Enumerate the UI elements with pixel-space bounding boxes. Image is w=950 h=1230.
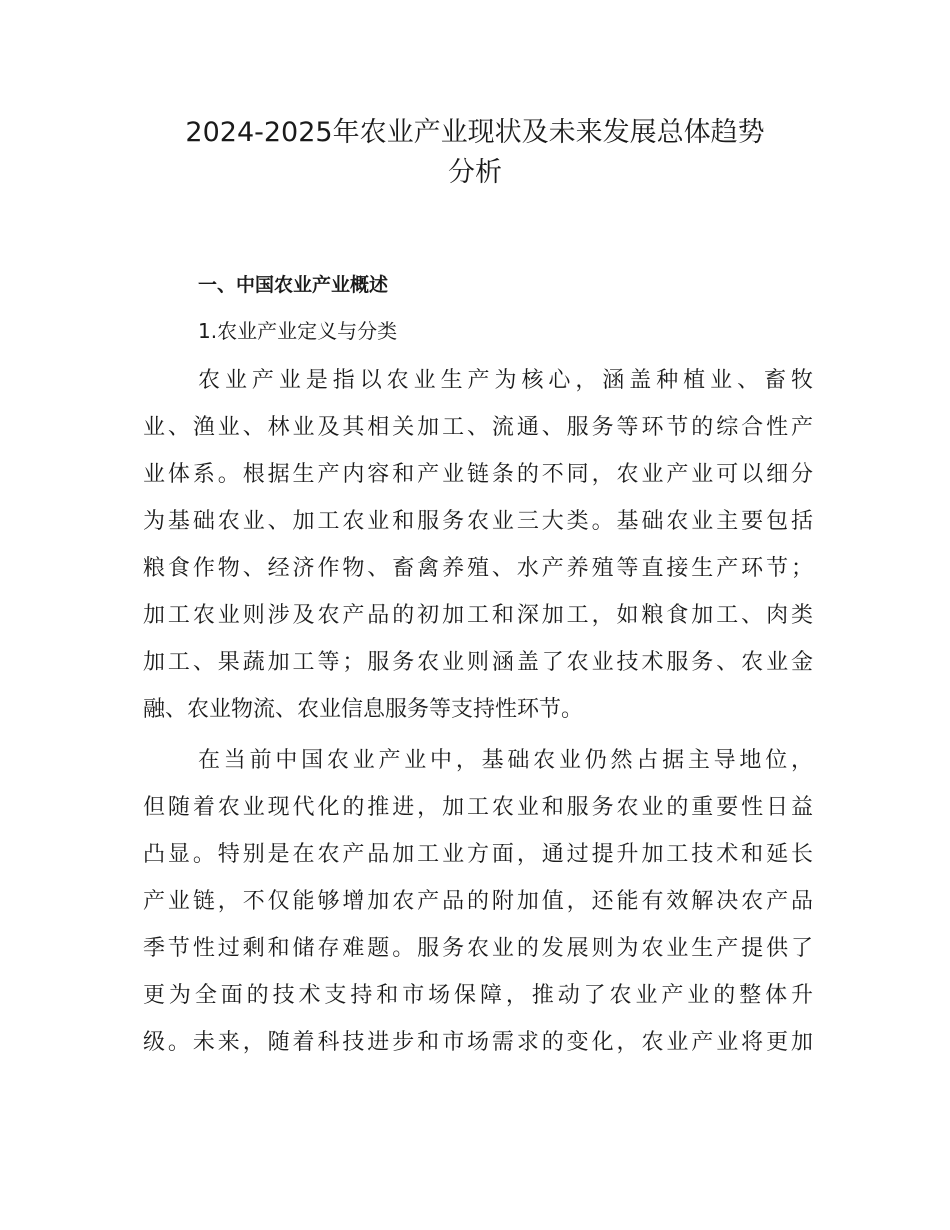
paragraph-2-line-1: 在当前中国农业产业中，基础农业仍然占据主导地位， [198,748,813,773]
paragraph-2-line-6: 更为全面的技术支持和市场保障，推动了农业产业的整体升 [143,983,813,1008]
paragraph-1-line-1: 农业产业是指以农业生产为核心，涵盖种植业、畜牧 [198,368,813,393]
paragraph-1-line-6: 加工农业则涉及农产品的初加工和深加工，如粮食加工、肉类 [143,603,813,628]
paragraph-1-line-5: 粮食作物、经济作物、畜禽养殖、水产养殖等直接生产环节； [143,556,813,581]
paragraph-1-line-2: 业、渔业、林业及其相关加工、流通、服务等环节的综合性产 [143,415,813,440]
paragraph-1-line-3: 业体系。根据生产内容和产业链条的不同，农业产业可以细分 [143,462,813,487]
paragraph-2-line-4: 产业链，不仅能够增加农产品的附加值，还能有效解决农产品 [143,889,813,914]
document-title-line-1: 2024-2025年农业产业现状及未来发展总体趋势 [185,117,765,148]
document-title-line-2: 分析 [448,157,502,188]
paragraph-1-line-4: 为基础农业、加工农业和服务农业三大类。基础农业主要包括 [143,509,813,534]
paragraph-1-line-8: 融、农业物流、农业信息服务等支持性环节。 [143,697,584,722]
subsection-heading: 1.农业产业定义与分类 [198,319,398,343]
paragraph-2-line-7: 级。未来，随着科技进步和市场需求的变化，农业产业将更加 [143,1030,813,1055]
paragraph-2-line-2: 但随着农业现代化的推进，加工农业和服务农业的重要性日益 [143,795,813,820]
paragraph-1-line-7: 加工、果蔬加工等；服务农业则涵盖了农业技术服务、农业金 [143,650,813,675]
paragraph-2-line-3: 凸显。特别是在农产品加工业方面，通过提升加工技术和延长 [143,842,813,867]
paragraph-2-line-5: 季节性过剩和储存难题。服务农业的发展则为农业生产提供了 [143,936,813,961]
section-heading: 一、中国农业产业概述 [198,274,389,296]
